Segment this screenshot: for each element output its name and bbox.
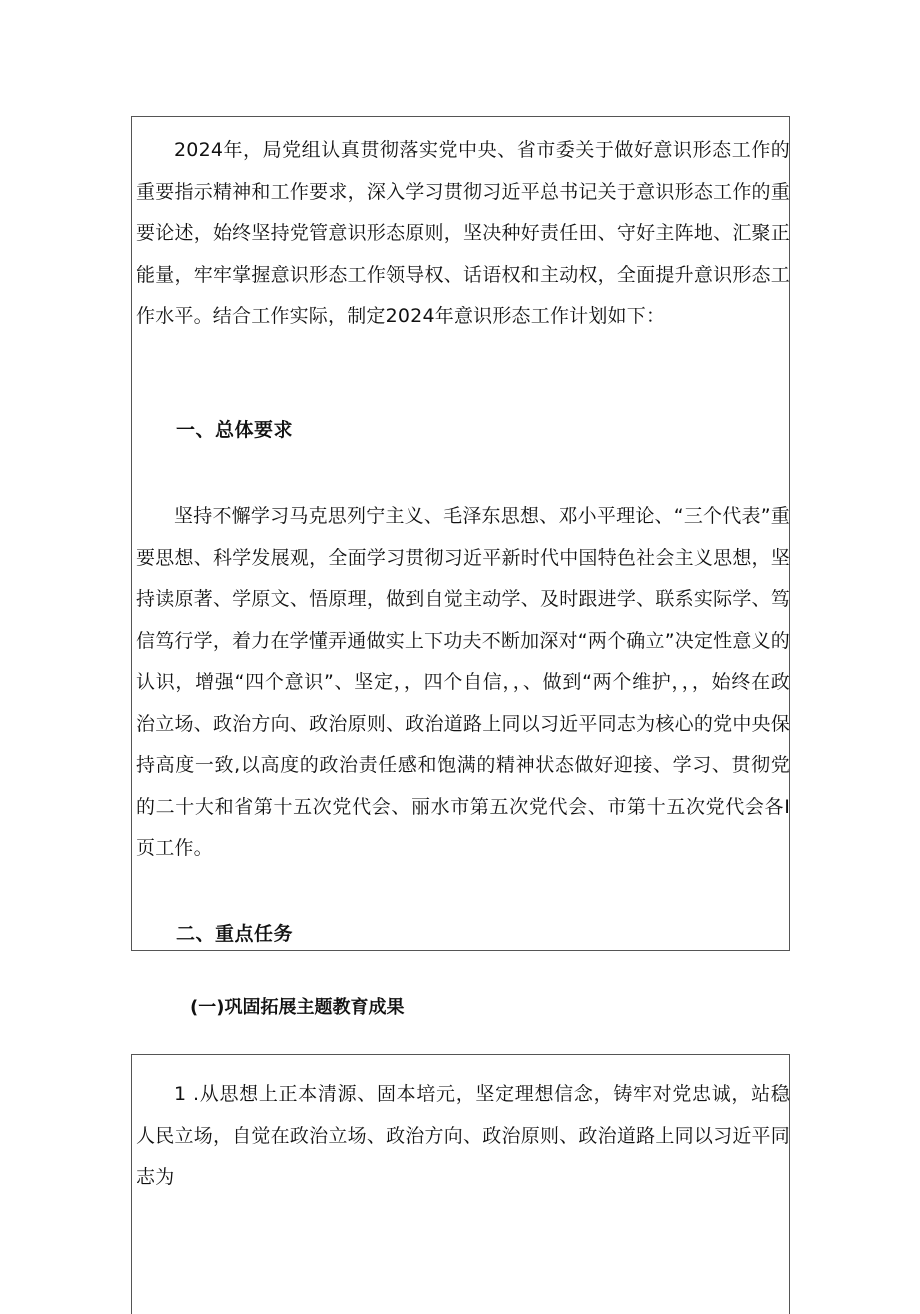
intro-paragraph: 2024年，局党组认真贯彻落实党中央、省市委关于做好意识形态工作的重要指示精神和工作要求，深入学习贯彻习近平总书记关于意识形态工作的重要论述，始终坚持党管意识形态原则，坚决种好责任田、守好主阵地、汇聚正能量，牢牢掌握意识形态工作领导权、话语权和主动权，全面提升意识形态工作水平。结合工作实际，制定2024年意识形态工作计划如下： bbox=[136, 139, 790, 327]
general-requirements-paragraph: 坚持不懈学习马克思列宁主义、毛泽东思想、邓小平理论、“三个代表”重要思想、科学发展观，全面学习贯彻习近平新时代中国特色社会主义思想，坚持读原著、学原文、悟原理，做到自觉主动学、及时跟进学、联系实际学、笃信笃行学，着力在学懂弄通做实上下功夫不断加深对“两个确立”决定性意义的认识，增强“四个意识”、坚定，，四个自信，，、做到“两个维护，，，始终在政治立场、政治方向、政治原则、政治道路上同以习近平同志为核心的党中央保持高度一致,以高度的政治责任感和饱满的精神状态做好迎接、学习、贯彻党的二十大和省第十五次党代会、丽水市第五次党代会、市第十五次党代会各I页工作。 bbox=[136, 505, 790, 859]
section-heading-key-tasks: 二、重点任务 bbox=[176, 923, 294, 945]
section-heading-general-requirements: 一、总体要求 bbox=[176, 419, 294, 441]
item-1-paragraph: 1 .从思想上正本清源、固本培元，坚定理想信念，铸牢对党忠诚，站稳人民立场，自觉在政治立场、政治方向、政治原则、政治道路上同以习近平同志为 bbox=[136, 1083, 790, 1188]
subsection-heading-theme-education: (一)巩固拓展主题教育成果 bbox=[190, 997, 405, 1018]
